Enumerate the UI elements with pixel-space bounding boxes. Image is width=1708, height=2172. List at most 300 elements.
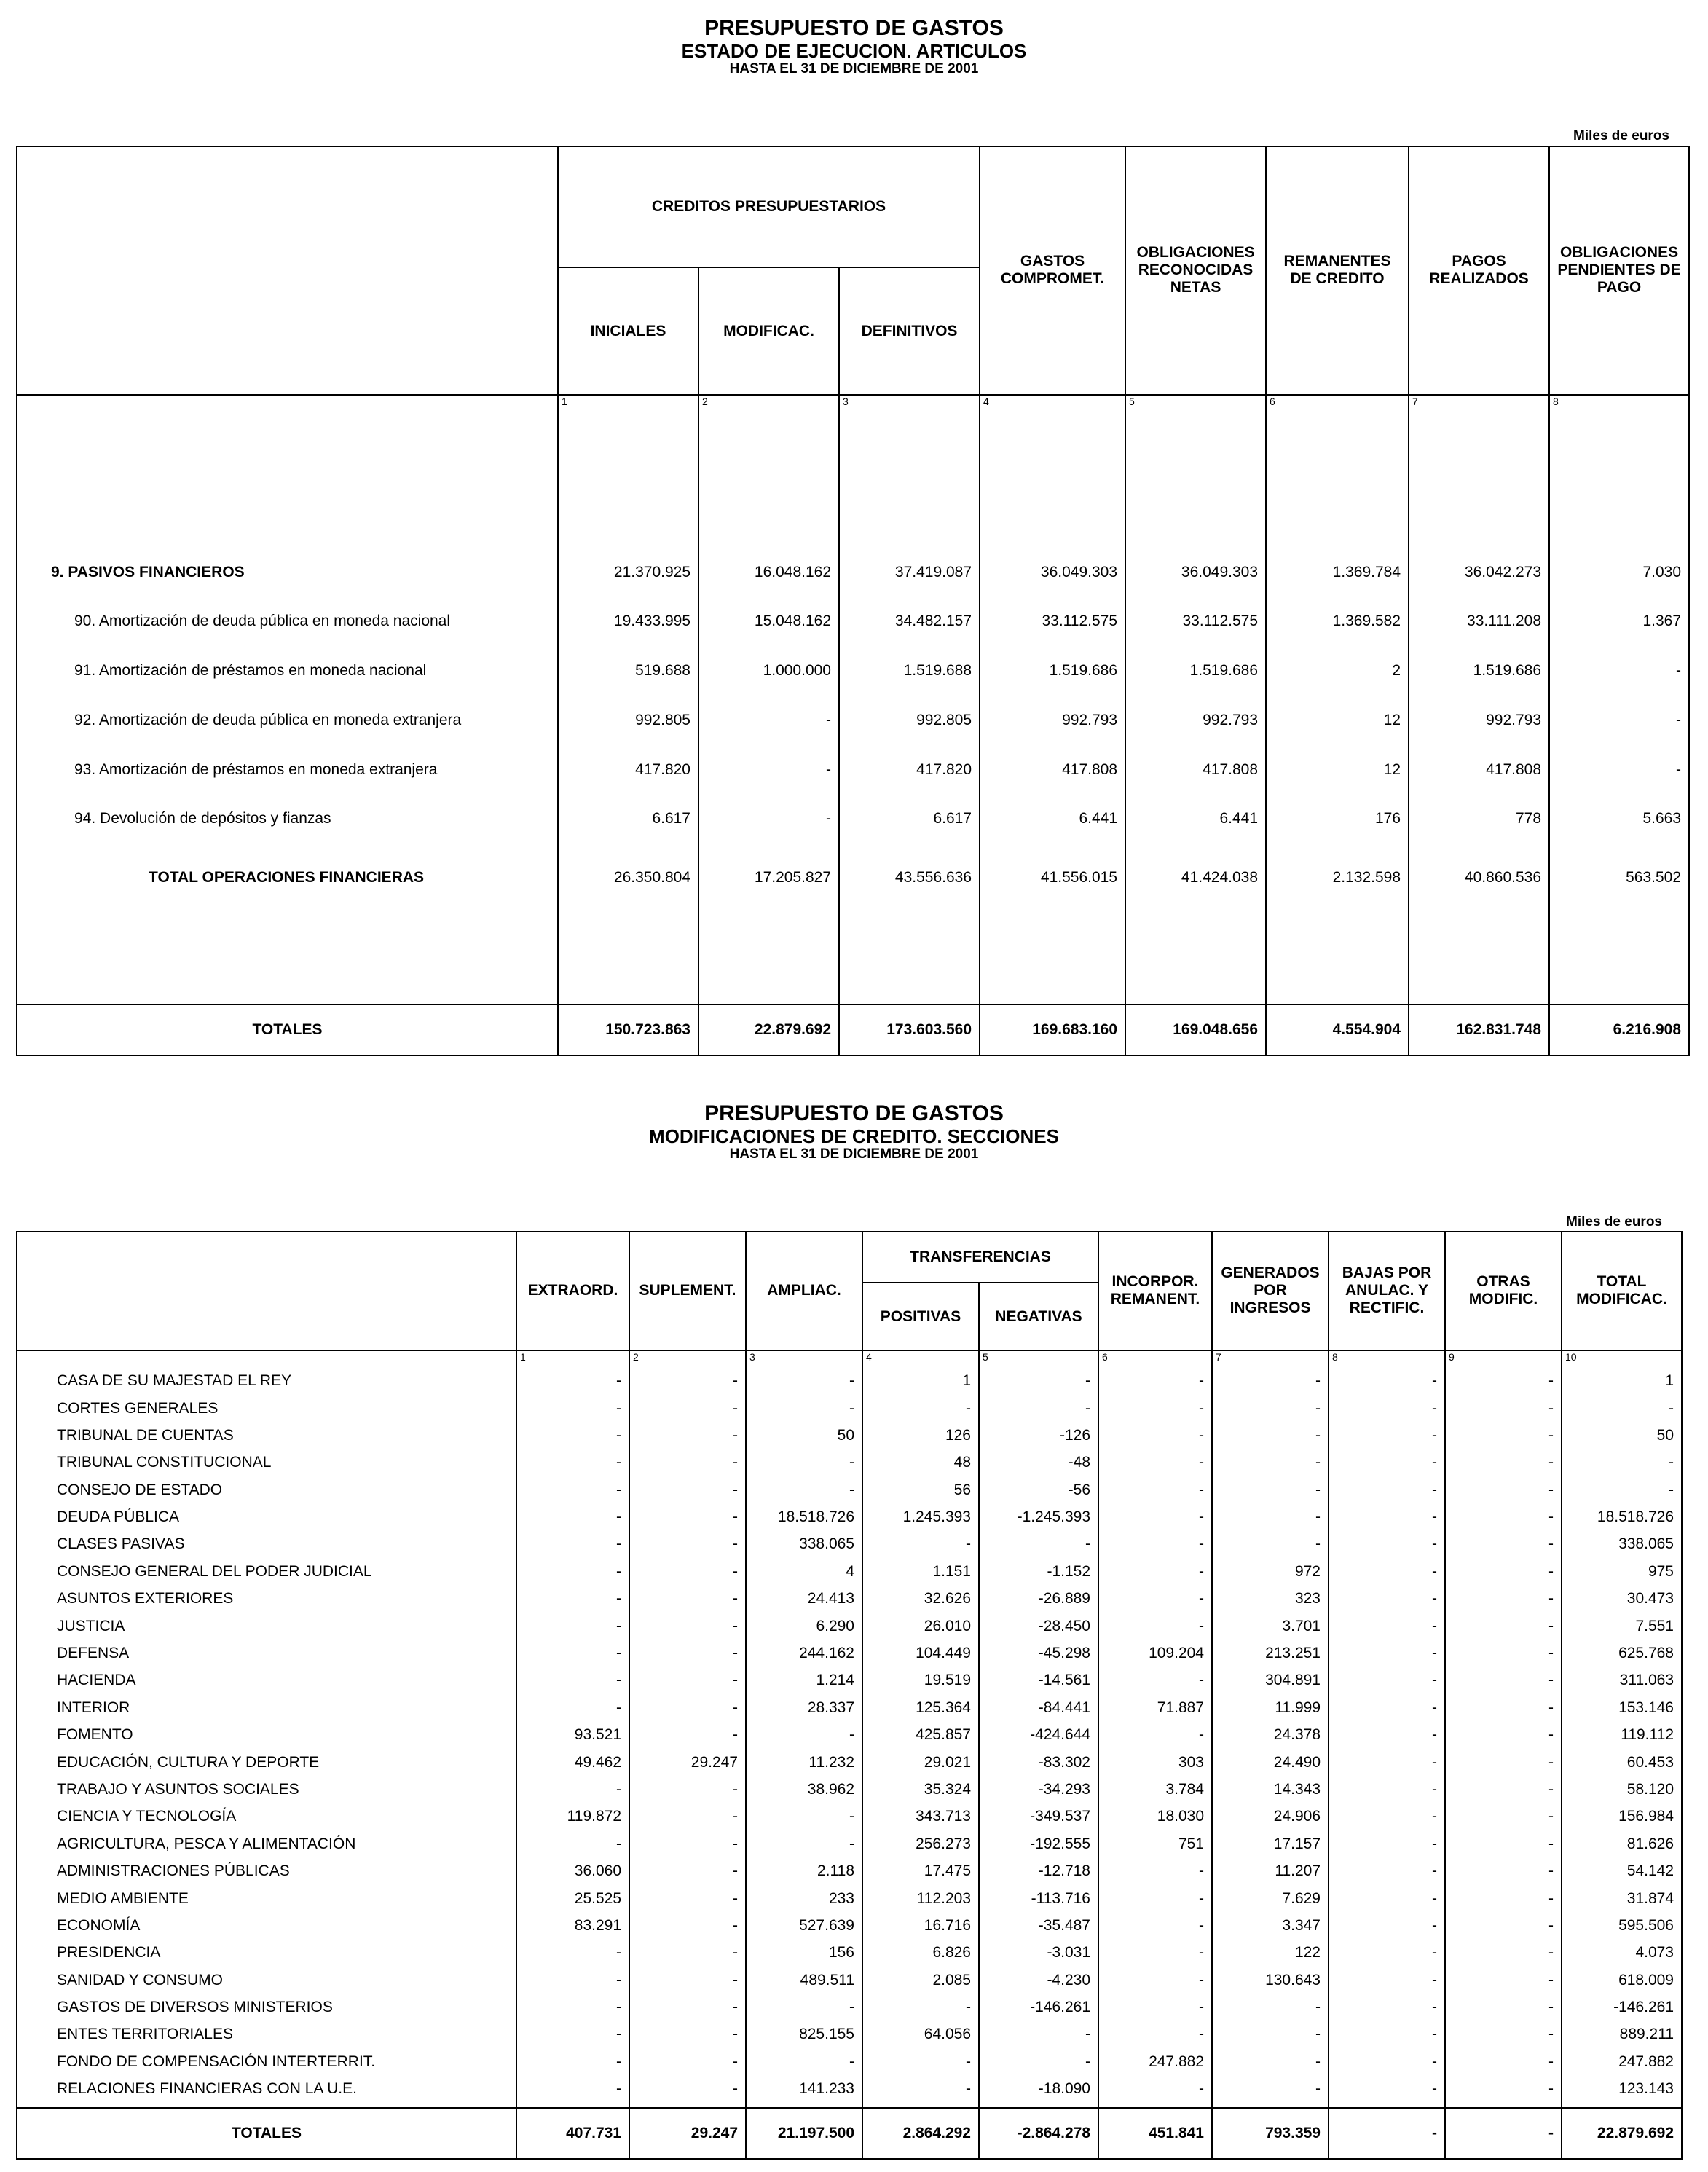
hdr-pagos: PAGOS REALIZADOS bbox=[1409, 146, 1549, 395]
row-label: HACIENDA bbox=[57, 1672, 136, 1689]
cell: - bbox=[1445, 1531, 1562, 1558]
colnum: 5 bbox=[979, 1350, 1098, 1368]
cell: - bbox=[698, 696, 839, 745]
cell: 417.808 bbox=[1125, 745, 1266, 795]
totales-row bbox=[17, 2108, 1682, 2159]
cell: 247.882 bbox=[1098, 2048, 1212, 2075]
cell: 33.112.575 bbox=[1125, 597, 1266, 647]
cell: 19.433.995 bbox=[558, 597, 698, 647]
cell: - bbox=[629, 1830, 746, 1857]
cell: - bbox=[1098, 1503, 1212, 1530]
table-row bbox=[17, 696, 1689, 745]
cell: - bbox=[1445, 1558, 1562, 1585]
cell: - bbox=[698, 745, 839, 795]
hdr-gastos: GASTOS COMPROMET. bbox=[980, 146, 1125, 395]
row-label: 94. Devolución de depósitos y fianzas bbox=[74, 810, 331, 827]
cell: 29.247 bbox=[629, 2108, 746, 2159]
cell: 43.556.636 bbox=[839, 866, 980, 889]
cell: -14.561 bbox=[979, 1667, 1098, 1694]
cell: - bbox=[516, 2076, 629, 2103]
cell: - bbox=[1098, 1558, 1212, 1585]
cell: - bbox=[1445, 1830, 1562, 1857]
table-row bbox=[17, 1558, 1682, 1585]
cell: 2.085 bbox=[862, 1967, 979, 1994]
cell: -28.450 bbox=[979, 1613, 1098, 1640]
cell: - bbox=[1329, 1776, 1445, 1803]
cell: 48 bbox=[862, 1449, 979, 1476]
cell: - bbox=[516, 1531, 629, 1558]
cell: - bbox=[1445, 2048, 1562, 2075]
cell: 1.245.393 bbox=[862, 1503, 979, 1530]
hdr-transferencias: TRANSFERENCIAS bbox=[862, 1232, 1098, 1283]
cell: - bbox=[516, 2048, 629, 2075]
cell: 6.617 bbox=[839, 795, 980, 844]
cell: - bbox=[1549, 646, 1689, 696]
cell: 35.324 bbox=[862, 1776, 979, 1803]
cell: - bbox=[516, 1776, 629, 1803]
cell: 64.056 bbox=[862, 2021, 979, 2048]
hdr-positivas: POSITIVAS bbox=[862, 1283, 979, 1350]
top-title-block bbox=[0, 16, 1708, 77]
cell: 233 bbox=[746, 1885, 862, 1912]
table-row bbox=[17, 2076, 1682, 2103]
cell: 992.805 bbox=[839, 696, 980, 745]
cell: 4.073 bbox=[1562, 1940, 1682, 1967]
row-label: TOTAL OPERACIONES FINANCIERAS bbox=[149, 868, 425, 886]
cell: 25.525 bbox=[516, 1885, 629, 1912]
cell: -349.537 bbox=[979, 1803, 1098, 1830]
cell: 50 bbox=[746, 1422, 862, 1449]
table-row bbox=[17, 1857, 1682, 1884]
cell: 1 bbox=[1562, 1367, 1682, 1394]
cell: - bbox=[1562, 1395, 1682, 1422]
cell: -1.245.393 bbox=[979, 1503, 1098, 1530]
row-label: CONSEJO GENERAL DEL PODER JUDICIAL bbox=[57, 1562, 372, 1580]
cell: 1.519.686 bbox=[980, 646, 1125, 696]
cell: - bbox=[629, 1912, 746, 1939]
cell: 122 bbox=[1212, 1940, 1329, 1967]
cell: - bbox=[1098, 2021, 1212, 2048]
cell: 81.626 bbox=[1562, 1830, 1682, 1857]
cell: - bbox=[1212, 1531, 1329, 1558]
cell: - bbox=[1445, 1940, 1562, 1967]
cell: 112.203 bbox=[862, 1885, 979, 1912]
hdr-incorpor: INCORPOR. REMANENT. bbox=[1098, 1232, 1212, 1350]
cell: -35.487 bbox=[979, 1912, 1098, 1939]
cell: - bbox=[629, 1586, 746, 1613]
table-row bbox=[17, 1613, 1682, 1640]
cell: 176 bbox=[1266, 795, 1409, 844]
table-row bbox=[17, 1912, 1682, 1939]
cell: - bbox=[862, 1395, 979, 1422]
row-label: FONDO DE COMPENSACIÓN INTERTERRIT. bbox=[57, 2053, 376, 2070]
table-row bbox=[17, 1422, 1682, 1449]
top-table bbox=[16, 146, 1690, 1056]
cell: - bbox=[1445, 1885, 1562, 1912]
cell: - bbox=[1445, 1613, 1562, 1640]
cell: 7.629 bbox=[1212, 1885, 1329, 1912]
cell: 11.232 bbox=[746, 1749, 862, 1776]
hdr-remanentes: REMANENTES DE CREDITO bbox=[1266, 146, 1409, 395]
cell: - bbox=[1212, 1503, 1329, 1530]
cell: - bbox=[629, 1640, 746, 1667]
cell: 1.214 bbox=[746, 1667, 862, 1694]
cell: 595.506 bbox=[1562, 1912, 1682, 1939]
cell: - bbox=[1098, 1885, 1212, 1912]
cell: 247.882 bbox=[1562, 2048, 1682, 2075]
cell: - bbox=[1212, 1449, 1329, 1476]
cell: 825.155 bbox=[746, 2021, 862, 2048]
row-label: CONSEJO DE ESTADO bbox=[57, 1481, 223, 1498]
cell: 104.449 bbox=[862, 1640, 979, 1667]
hdr-ampliac: AMPLIAC. bbox=[746, 1232, 862, 1350]
cell: -126 bbox=[979, 1422, 1098, 1449]
cell: - bbox=[1445, 1586, 1562, 1613]
cell: - bbox=[629, 1667, 746, 1694]
cell: - bbox=[516, 1449, 629, 1476]
row-label: 93. Amortización de préstamos en moneda extranjera bbox=[74, 760, 438, 778]
bottom-table bbox=[16, 1231, 1683, 2160]
cell: - bbox=[629, 1531, 746, 1558]
cell: 6.826 bbox=[862, 1940, 979, 1967]
colnum: 1 bbox=[558, 395, 698, 430]
row-label: INTERIOR bbox=[57, 1699, 130, 1716]
hdr-otras: OTRAS MODIFIC. bbox=[1445, 1232, 1562, 1350]
cell: 6.617 bbox=[558, 795, 698, 844]
cell: 16.048.162 bbox=[698, 548, 839, 597]
cell: 49.462 bbox=[516, 1749, 629, 1776]
cell: 2.864.292 bbox=[862, 2108, 979, 2159]
cell: 119.112 bbox=[1562, 1722, 1682, 1749]
cell: - bbox=[516, 1558, 629, 1585]
table-row bbox=[17, 2048, 1682, 2075]
cell: 156 bbox=[746, 1940, 862, 1967]
cell: - bbox=[1445, 1640, 1562, 1667]
cell: - bbox=[1329, 1857, 1445, 1884]
cell: 19.519 bbox=[862, 1667, 979, 1694]
cell: 417.820 bbox=[839, 745, 980, 795]
colnum: 8 bbox=[1549, 395, 1689, 430]
cell: - bbox=[1329, 1912, 1445, 1939]
cell: - bbox=[1212, 1422, 1329, 1449]
cell: 1.369.582 bbox=[1266, 597, 1409, 647]
cell: 18.030 bbox=[1098, 1803, 1212, 1830]
cell: 169.683.160 bbox=[980, 1004, 1125, 1055]
cell: 56 bbox=[862, 1476, 979, 1503]
row-label: 92. Amortización de deuda pública en moneda extranjera bbox=[74, 711, 462, 728]
cell: 32.626 bbox=[862, 1586, 979, 1613]
cell: 519.688 bbox=[558, 646, 698, 696]
table-row bbox=[17, 597, 1689, 647]
cell: 992.793 bbox=[1125, 696, 1266, 745]
cell: 24.413 bbox=[746, 1586, 862, 1613]
cell: 1.000.000 bbox=[698, 646, 839, 696]
table-row bbox=[17, 1367, 1682, 1394]
table-row bbox=[17, 1503, 1682, 1530]
colnum: 6 bbox=[1098, 1350, 1212, 1368]
row-label: SANIDAD Y CONSUMO bbox=[57, 1971, 223, 1988]
cell: 11.999 bbox=[1212, 1694, 1329, 1721]
cell: - bbox=[516, 1422, 629, 1449]
cell: -1.152 bbox=[979, 1558, 1098, 1585]
hdr-definitivos: DEFINITIVOS bbox=[839, 267, 980, 395]
cell: 93.521 bbox=[516, 1722, 629, 1749]
cell: 6.441 bbox=[980, 795, 1125, 844]
cell: - bbox=[1445, 1912, 1562, 1939]
cell: 54.142 bbox=[1562, 1857, 1682, 1884]
cell: 16.716 bbox=[862, 1912, 979, 1939]
cell: 26.010 bbox=[862, 1613, 979, 1640]
cell: 15.048.162 bbox=[698, 597, 839, 647]
cell: - bbox=[1329, 1667, 1445, 1694]
cell: 22.879.692 bbox=[698, 1004, 839, 1055]
cell: - bbox=[1445, 2108, 1562, 2159]
cell: 36.060 bbox=[516, 1857, 629, 1884]
top-title: PRESUPUESTO DE GASTOS bbox=[704, 16, 1004, 40]
table-row bbox=[17, 1994, 1682, 2020]
cell: 1.519.688 bbox=[839, 646, 980, 696]
cell: - bbox=[629, 1476, 746, 1503]
cell: - bbox=[1445, 2021, 1562, 2048]
cell: - bbox=[1212, 2048, 1329, 2075]
cell: - bbox=[862, 1994, 979, 2020]
cell: - bbox=[1098, 1994, 1212, 2020]
cell: - bbox=[516, 1830, 629, 1857]
colnum: 4 bbox=[862, 1350, 979, 1368]
cell: 71.887 bbox=[1098, 1694, 1212, 1721]
cell: - bbox=[746, 1395, 862, 1422]
cell: 150.723.863 bbox=[558, 1004, 698, 1055]
cell: - bbox=[516, 1967, 629, 1994]
cell: 36.049.303 bbox=[1125, 548, 1266, 597]
colnum: 3 bbox=[746, 1350, 862, 1368]
cell: -2.864.278 bbox=[979, 2108, 1098, 2159]
row-label: 90. Amortización de deuda pública en moneda nacional bbox=[74, 613, 451, 630]
cell: - bbox=[1212, 1994, 1329, 2020]
cell: 24.490 bbox=[1212, 1749, 1329, 1776]
table-row bbox=[17, 1476, 1682, 1503]
table-row bbox=[17, 1586, 1682, 1613]
row-label: TRIBUNAL CONSTITUCIONAL bbox=[57, 1454, 272, 1471]
row-label: TRABAJO Y ASUNTOS SOCIALES bbox=[57, 1780, 299, 1798]
cell: 563.502 bbox=[1549, 866, 1689, 889]
table-row bbox=[17, 1694, 1682, 1721]
cell: - bbox=[979, 1367, 1098, 1394]
cell: 141.233 bbox=[746, 2076, 862, 2103]
cell: 119.872 bbox=[516, 1803, 629, 1830]
colnum: 3 bbox=[839, 395, 980, 430]
cell: - bbox=[629, 2048, 746, 2075]
cell: - bbox=[629, 2076, 746, 2103]
cell: - bbox=[1098, 1449, 1212, 1476]
cell: - bbox=[1098, 1476, 1212, 1503]
cell: - bbox=[1329, 1503, 1445, 1530]
cell: 126 bbox=[862, 1422, 979, 1449]
cell: 11.207 bbox=[1212, 1857, 1329, 1884]
cell: 2.132.598 bbox=[1266, 866, 1409, 889]
cell: - bbox=[516, 1613, 629, 1640]
cell: 7.551 bbox=[1562, 1613, 1682, 1640]
row-label: ECONOMÍA bbox=[57, 1916, 141, 1934]
cell: 17.157 bbox=[1212, 1830, 1329, 1857]
cell: - bbox=[698, 795, 839, 844]
table-row bbox=[17, 1395, 1682, 1422]
cell: 751 bbox=[1098, 1830, 1212, 1857]
cell: 6.216.908 bbox=[1549, 1004, 1689, 1055]
cell: 1.369.784 bbox=[1266, 548, 1409, 597]
cell: - bbox=[746, 1803, 862, 1830]
cell: 7.030 bbox=[1549, 548, 1689, 597]
cell: - bbox=[629, 1776, 746, 1803]
cell: 36.049.303 bbox=[980, 548, 1125, 597]
cell: - bbox=[1098, 1967, 1212, 1994]
cell: 338.065 bbox=[746, 1531, 862, 1558]
row-label: RELACIONES FINANCIERAS CON LA U.E. bbox=[57, 2080, 357, 2098]
cell: - bbox=[862, 2048, 979, 2075]
cell: - bbox=[1329, 1613, 1445, 1640]
cell: - bbox=[979, 2048, 1098, 2075]
cell: 343.713 bbox=[862, 1803, 979, 1830]
top-date: HASTA EL 31 DE DICIEMBRE DE 2001 bbox=[729, 61, 979, 76]
cell: - bbox=[1329, 1640, 1445, 1667]
table-row bbox=[17, 1885, 1682, 1912]
total-operaciones-row bbox=[17, 866, 1689, 889]
row-label: MEDIO AMBIENTE bbox=[57, 1889, 189, 1907]
cell: - bbox=[516, 1667, 629, 1694]
top-subtitle: ESTADO DE EJECUCION. ARTICULOS bbox=[681, 40, 1027, 62]
cell: 778 bbox=[1409, 795, 1549, 844]
cell: 28.337 bbox=[746, 1694, 862, 1721]
cell: -12.718 bbox=[979, 1857, 1098, 1884]
cell: - bbox=[1098, 2076, 1212, 2103]
cell: - bbox=[629, 1558, 746, 1585]
table-row bbox=[17, 548, 1689, 597]
cell: 417.808 bbox=[1409, 745, 1549, 795]
cell: - bbox=[1445, 1967, 1562, 1994]
table-row bbox=[17, 1667, 1682, 1694]
cell: - bbox=[1329, 2021, 1445, 2048]
cell: - bbox=[629, 1803, 746, 1830]
cell: 1.519.686 bbox=[1125, 646, 1266, 696]
cell: - bbox=[629, 1422, 746, 1449]
cell: 3.784 bbox=[1098, 1776, 1212, 1803]
cell: 18.518.726 bbox=[746, 1503, 862, 1530]
cell: - bbox=[1562, 1476, 1682, 1503]
table-row bbox=[17, 2021, 1682, 2048]
top-header-row-1 bbox=[17, 146, 1689, 267]
cell: - bbox=[1445, 1776, 1562, 1803]
colnum: 10 bbox=[1562, 1350, 1682, 1368]
row-label: TRIBUNAL DE CUENTAS bbox=[57, 1426, 234, 1444]
cell: 425.857 bbox=[862, 1722, 979, 1749]
table-row bbox=[17, 1803, 1682, 1830]
colnum: 2 bbox=[698, 395, 839, 430]
cell: - bbox=[746, 1722, 862, 1749]
cell: 527.639 bbox=[746, 1912, 862, 1939]
cell: -84.441 bbox=[979, 1694, 1098, 1721]
cell: - bbox=[1445, 1749, 1562, 1776]
cell: 21.370.925 bbox=[558, 548, 698, 597]
cell: 311.063 bbox=[1562, 1667, 1682, 1694]
cell: - bbox=[1445, 1694, 1562, 1721]
table-row bbox=[17, 745, 1689, 795]
colnum: 7 bbox=[1409, 395, 1549, 430]
cell: 4 bbox=[746, 1558, 862, 1585]
cell: 407.731 bbox=[516, 2108, 629, 2159]
colnum: 5 bbox=[1125, 395, 1266, 430]
bottom-title-block bbox=[0, 1101, 1708, 1162]
cell: - bbox=[1329, 1395, 1445, 1422]
cell: - bbox=[1212, 1395, 1329, 1422]
cell: -192.555 bbox=[979, 1830, 1098, 1857]
cell: 625.768 bbox=[1562, 1640, 1682, 1667]
cell: - bbox=[1549, 745, 1689, 795]
cell: - bbox=[1329, 2076, 1445, 2103]
spacer-row bbox=[17, 889, 1689, 1004]
cell: -83.302 bbox=[979, 1749, 1098, 1776]
cell: - bbox=[1329, 1830, 1445, 1857]
cell: 12 bbox=[1266, 696, 1409, 745]
cell: 338.065 bbox=[1562, 1531, 1682, 1558]
bottom-colnum-row bbox=[17, 1350, 1682, 1368]
cell: -146.261 bbox=[1562, 1994, 1682, 2020]
colnum: 8 bbox=[1329, 1350, 1445, 1368]
row-label: DEFENSA bbox=[57, 1645, 130, 1662]
cell: - bbox=[1098, 1367, 1212, 1394]
colnum: 2 bbox=[629, 1350, 746, 1368]
row-label: AGRICULTURA, PESCA Y ALIMENTACIÓN bbox=[57, 1835, 356, 1852]
hdr-generados: GENERADOS POR INGRESOS bbox=[1212, 1232, 1329, 1350]
bottom-units: Miles de euros bbox=[1566, 1214, 1662, 1229]
cell: 244.162 bbox=[746, 1640, 862, 1667]
cell: - bbox=[1329, 1940, 1445, 1967]
cell: - bbox=[516, 1367, 629, 1394]
cell: -18.090 bbox=[979, 2076, 1098, 2103]
cell: 156.984 bbox=[1562, 1803, 1682, 1830]
table-row bbox=[17, 795, 1689, 844]
cell: 24.378 bbox=[1212, 1722, 1329, 1749]
row-label: ASUNTOS EXTERIORES bbox=[57, 1590, 234, 1608]
cell: - bbox=[1329, 2048, 1445, 2075]
cell: 17.205.827 bbox=[698, 866, 839, 889]
cell: 6.290 bbox=[746, 1613, 862, 1640]
bottom-date: HASTA EL 31 DE DICIEMBRE DE 2001 bbox=[729, 1146, 979, 1162]
cell: - bbox=[1329, 1694, 1445, 1721]
row-label: ENTES TERRITORIALES bbox=[57, 2026, 233, 2043]
cell: 6.441 bbox=[1125, 795, 1266, 844]
cell: - bbox=[746, 2048, 862, 2075]
hdr-creditos: CREDITOS PRESUPUESTARIOS bbox=[558, 146, 980, 267]
cell: - bbox=[516, 1994, 629, 2020]
cell: - bbox=[1549, 696, 1689, 745]
cell: -34.293 bbox=[979, 1776, 1098, 1803]
cell: 417.808 bbox=[980, 745, 1125, 795]
cell: - bbox=[516, 1640, 629, 1667]
cell: 33.111.208 bbox=[1409, 597, 1549, 647]
cell: - bbox=[746, 1830, 862, 1857]
cell: - bbox=[1329, 1586, 1445, 1613]
cell: 125.364 bbox=[862, 1694, 979, 1721]
cell: - bbox=[516, 1476, 629, 1503]
cell: - bbox=[1329, 1531, 1445, 1558]
top-units: Miles de euros bbox=[1573, 128, 1669, 143]
table-row bbox=[17, 646, 1689, 696]
cell: - bbox=[1212, 1367, 1329, 1394]
cell: - bbox=[1098, 1395, 1212, 1422]
cell: - bbox=[1445, 1857, 1562, 1884]
cell: - bbox=[862, 1531, 979, 1558]
cell: - bbox=[629, 1367, 746, 1394]
